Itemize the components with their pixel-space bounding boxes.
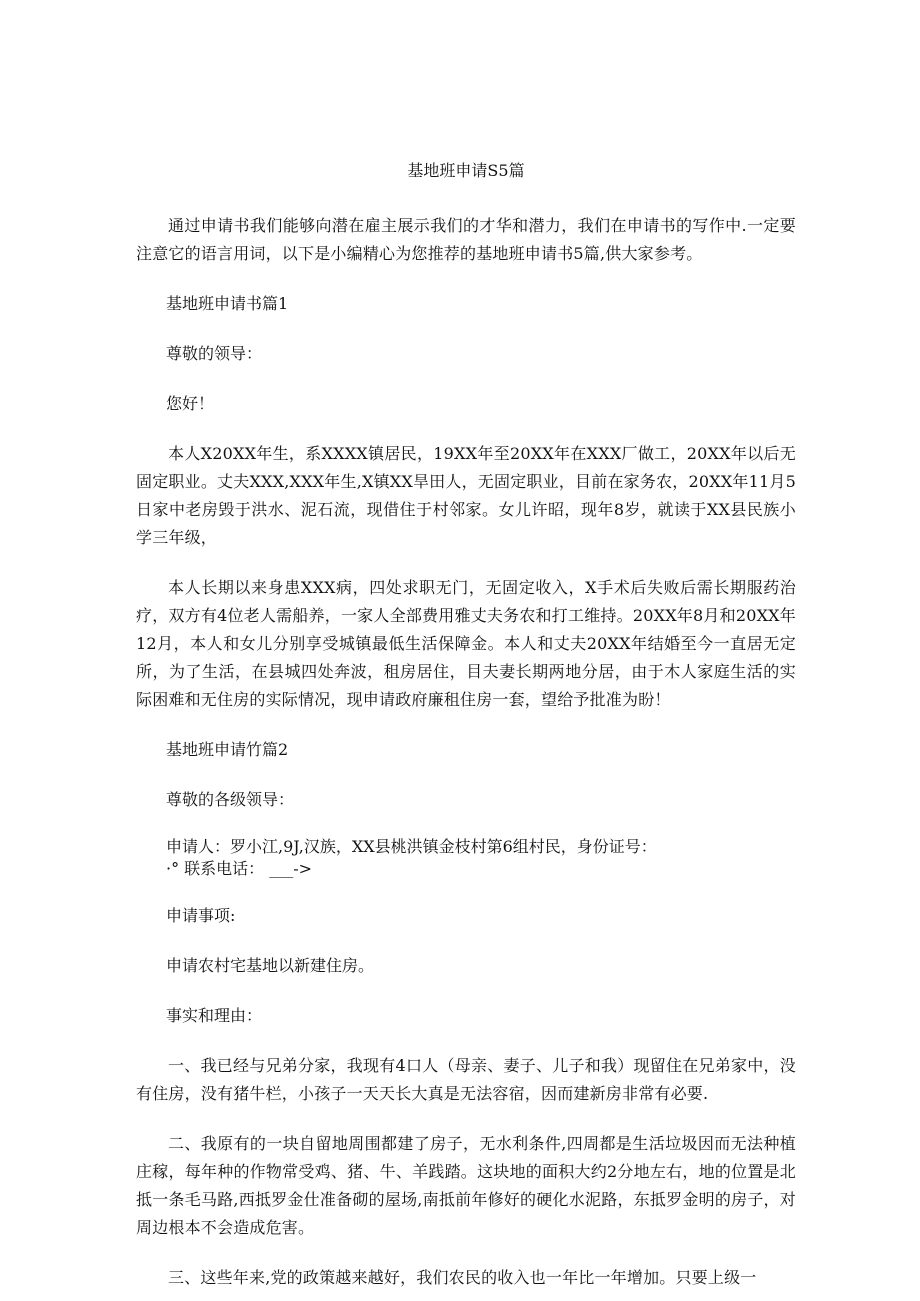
phone-line: ·° 联系电话： ___-> xyxy=(166,859,313,878)
matter-label: 申请事项: xyxy=(166,906,236,925)
matter-text: 申请农村宅基地以新建住房。 xyxy=(166,956,375,975)
document-title: 基地班申请S5篇 xyxy=(407,161,525,180)
section-1-heading: 基地班申请书篇1 xyxy=(166,294,289,313)
reason-paragraph-3: 三、这些年来,党的政策越来越好，我们农民的收入也一年比一年增加。只要上级一 xyxy=(168,1268,757,1287)
intro-paragraph: 通过申请书我们能够向潜在雇主展示我们的才华和潜力，我们在申请书的写作中.一定要注意它的语言用词，以下是小编精心为您推荐的基地班申请书5篇,供大家参考。 xyxy=(136,216,796,263)
section-1-paragraph-1: 本人X20XX年生，系XXXX镇居民，19XX年至20XX年在XXX厂做工，20XX年以后无固定职业。丈夫XXX,XXX年生,X镇XX旱田人，无固定职业，目前在家务农，20XX年11月5日家中老房毁于洪水、泥石流，现借住于村邻家。女儿许昭，现年8岁，就读于XX县民族小学三年级， xyxy=(136,444,796,547)
document-page xyxy=(136,158,796,1292)
section-1-greeting: 您好！ xyxy=(166,394,215,413)
reason-paragraph-1: 一、我已经与兄弟分家，我现有4口人（母亲、妻子、儿子和我）现留住在兄弟家中，没有住房，没有猪牛栏，小孩子一天天长大真是无法容宿，因而建新房非常有必要. xyxy=(136,1056,796,1103)
section-1-salutation: 尊敬的领导： xyxy=(166,344,263,363)
section-2-salutation: 尊敬的各级领导： xyxy=(166,790,295,809)
section-1-paragraph-2: 本人长期以来身患XXX病，四处求职无门，无固定收入，X手术后失败后需长期服药治疗，双方有4位老人需船养，一家人全部费用雅丈夫务农和打工维持。20XX年8月和20XX年12月，本人和女儿分别享受城镇最低生活保障金。本人和丈夫20XX年结婚至今一直居无定所，为了生活，在县城四处奔波，租房居住，目夫妻长期两地分居，由于木人家庭生活的实际困难和无住房的实际情况，现申请政府廉租住房一套，望给予批准为盼！ xyxy=(136,578,796,709)
reason-paragraph-2: 二、我原有的一块自留地周围都建了房子，无水利条件,四周都是生活垃圾因而无法种植庄稼，每年种的作物常受鸡、猪、牛、羊践踏。这块地的面积大约2分地左右，地的位置是北抵一条毛马路,西抵罗金仕准备砌的屋场,南抵前年修好的硬化水泥路，东抵罗金明的房子，对周边根本不会造成危害。 xyxy=(136,1134,796,1237)
reason-label: 事实和理由： xyxy=(166,1006,263,1025)
applicant-line: 申请人：罗小江,9J,汉族，XX县桃洪镇金枝村第6组村民，身份证号： xyxy=(166,837,657,856)
section-2-heading: 基地班申请竹篇2 xyxy=(166,740,289,759)
